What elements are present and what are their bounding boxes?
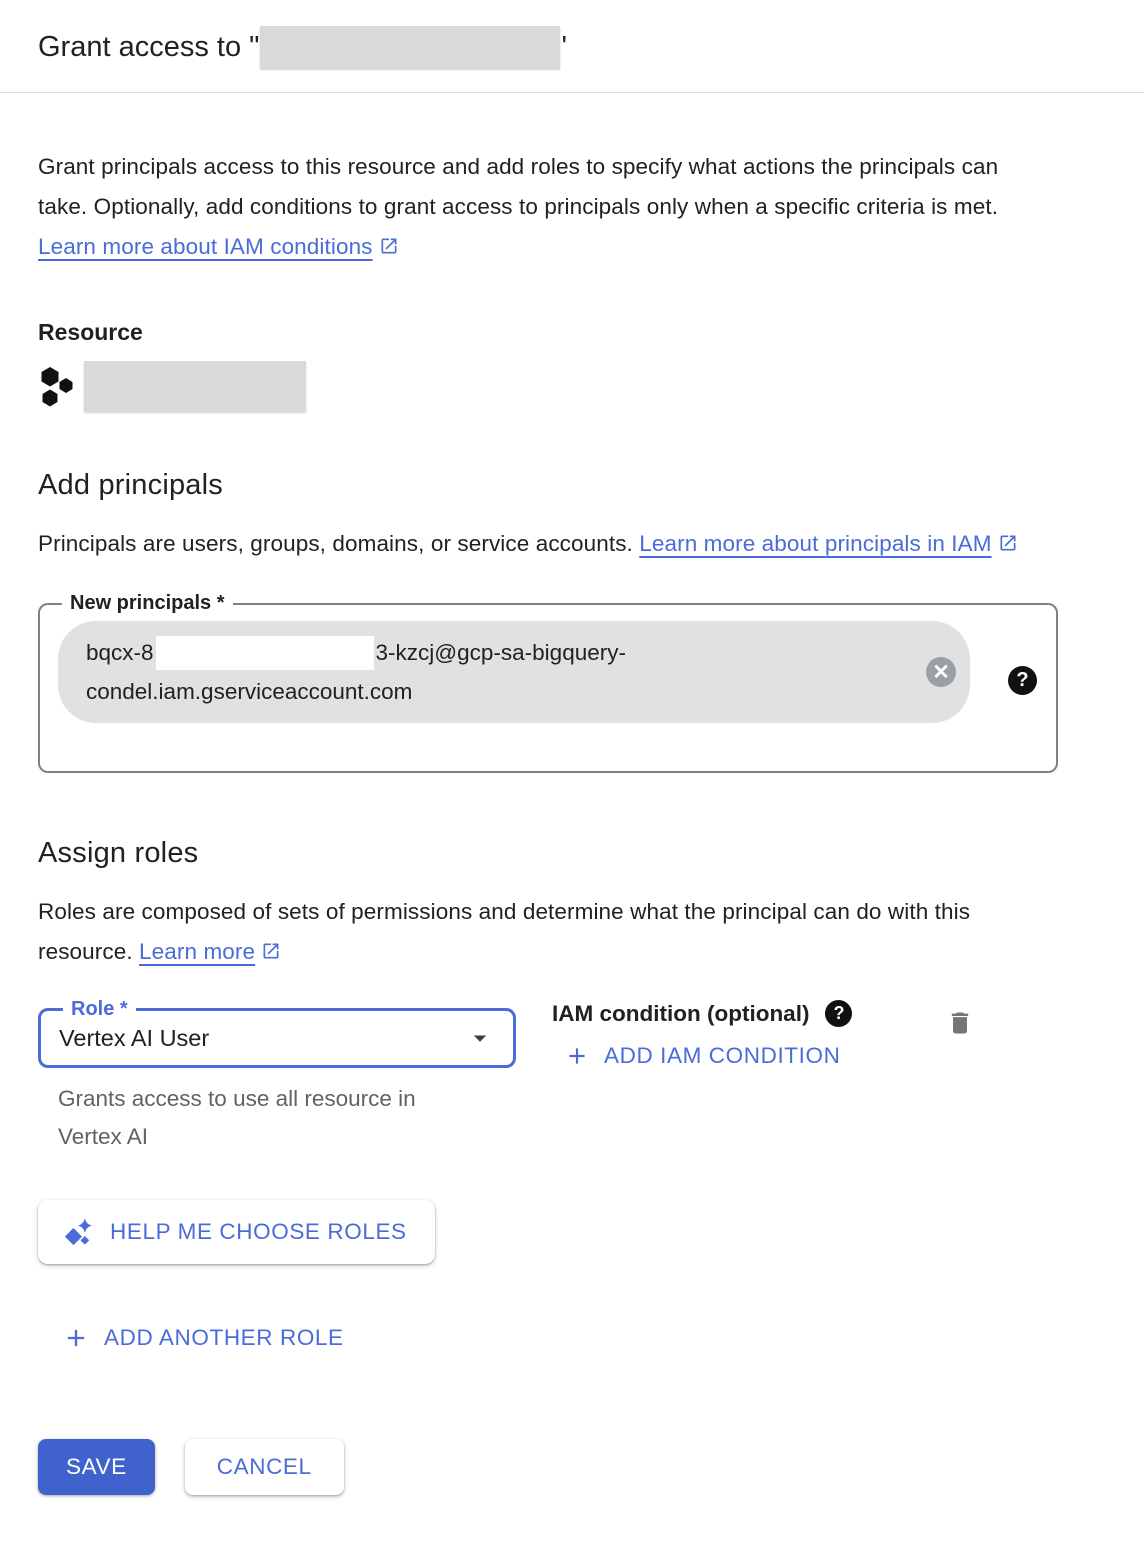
dialog-header <box>0 0 1144 93</box>
redacted-resource-name <box>260 26 560 68</box>
redacted-email-segment <box>156 636 374 670</box>
principals-text: Principals are users, groups, domains, or service accounts. <box>38 531 640 556</box>
add-principals-heading: Add principals <box>38 469 223 501</box>
add-iam-condition-label: ADD IAM CONDITION <box>604 1043 841 1068</box>
iam-condition-label: IAM condition (optional) <box>552 1000 810 1026</box>
role-select-label: Role * <box>71 998 128 1020</box>
plus-icon <box>564 1043 590 1069</box>
iam-conditions-link-label: Learn more about IAM conditions <box>38 234 373 259</box>
gemini-sparkle-icon <box>62 1217 94 1247</box>
role-selected-value: Vertex AI User <box>59 1024 210 1051</box>
iam-condition-column <box>552 998 946 1074</box>
page-title <box>38 26 1106 68</box>
role-row <box>38 998 1058 1156</box>
remove-principal-button[interactable] <box>926 657 956 687</box>
iam-condition-help-icon[interactable] <box>825 1000 852 1027</box>
principals-iam-link[interactable] <box>639 531 1017 556</box>
close-icon: ✕ <box>932 660 950 684</box>
add-iam-condition-button[interactable] <box>564 1043 840 1069</box>
principal-email-suffix: 3-kzcj@gcp-sa-bigquery- <box>375 640 626 665</box>
help-me-choose-roles-label: HELP ME CHOOSE ROLES <box>110 1219 407 1244</box>
delete-role-button[interactable] <box>946 1008 974 1041</box>
external-link-icon <box>998 533 1018 553</box>
page-title-suffix: ' <box>561 30 567 63</box>
intro-paragraph <box>38 147 1033 267</box>
roles-learn-more-label: Learn more <box>139 939 256 964</box>
principal-email-prefix: bqcx-8 <box>86 640 154 665</box>
new-principals-field[interactable] <box>38 592 1058 773</box>
external-link-icon <box>379 236 399 256</box>
add-another-role-button[interactable] <box>62 1324 344 1352</box>
external-link-icon <box>261 941 281 961</box>
question-mark-glyph: ? <box>833 1003 845 1023</box>
principals-paragraph <box>38 524 1048 564</box>
principals-iam-link-label: Learn more about principals in IAM <box>639 531 992 556</box>
resource-heading: Resource <box>38 319 143 345</box>
role-description: Grants access to use all resource in Vertex AI <box>58 1086 416 1149</box>
principal-chip-line2: condel.iam.gserviceaccount.com <box>86 679 413 704</box>
question-mark-glyph: ? <box>1016 668 1029 691</box>
add-another-role-label: ADD ANOTHER ROLE <box>104 1325 344 1350</box>
plus-icon <box>62 1324 90 1352</box>
chevron-down-icon <box>465 1023 495 1053</box>
principal-chip-line1 <box>86 633 900 672</box>
principal-chip[interactable] <box>58 621 970 723</box>
page-title-prefix: Grant access to " <box>38 30 260 63</box>
intro-text: Grant principals access to this resource and add roles to specify what actions the principals can take. Optionally, add conditions to grant access to principals only when a specific criteria is met. <box>38 154 999 219</box>
assign-roles-heading: Assign roles <box>38 837 199 869</box>
roles-learn-more-link[interactable] <box>139 939 281 964</box>
iam-conditions-link[interactable] <box>38 234 399 259</box>
resource-row <box>38 361 1058 411</box>
cancel-button[interactable]: CANCEL <box>185 1439 344 1495</box>
role-select[interactable] <box>38 998 516 1068</box>
roles-paragraph <box>38 892 1033 972</box>
help-me-choose-roles-button[interactable] <box>38 1200 435 1264</box>
new-principals-label: New principals * <box>70 592 225 614</box>
roles-text: Roles are composed of sets of permissions and determine what the principal can do with this resource. <box>38 899 971 964</box>
redacted-resource-value <box>84 361 306 411</box>
dataset-icon <box>38 364 78 408</box>
save-button[interactable]: SAVE <box>38 1439 155 1495</box>
principals-help-icon[interactable] <box>1008 666 1037 695</box>
trash-icon <box>946 1008 974 1038</box>
dialog-footer <box>38 1439 1058 1495</box>
